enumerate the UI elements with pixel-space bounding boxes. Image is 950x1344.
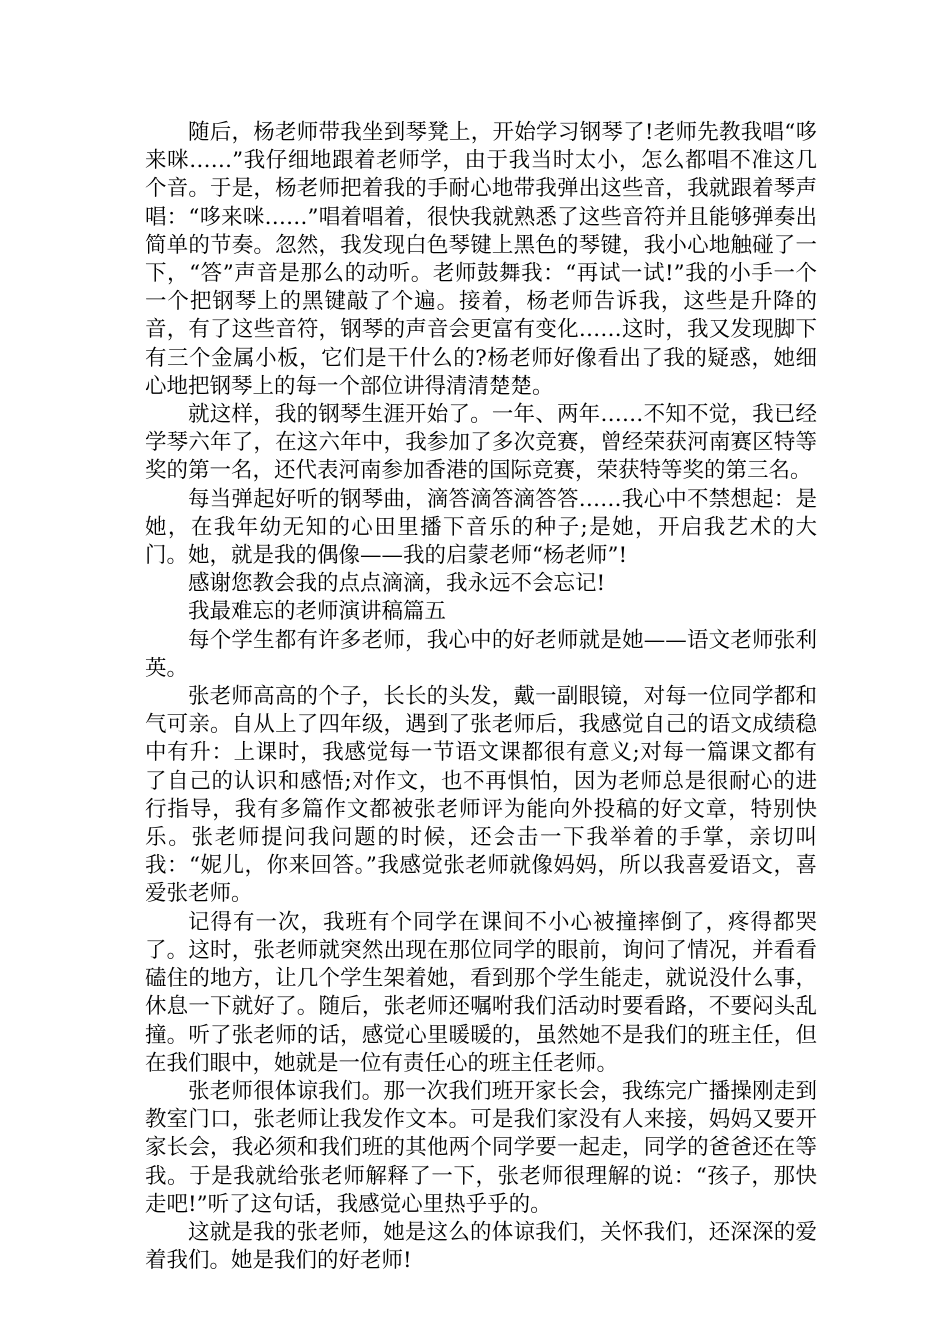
paragraph-thanks: 感谢您教会我的点点滴滴，我永远不会忘记! <box>188 571 606 597</box>
paragraph-idol-teacher: 每当弹起好听的钢琴曲，滴答滴答滴答答……我心中不禁想起：是她，在我年幼无知的心田里播下音乐的种子;是她，开启我艺术的大门。她，就是我的偶像——我的启蒙老师“杨老师”! <box>145 486 817 569</box>
section-heading: 我最难忘的老师演讲稿篇五 <box>188 599 447 625</box>
paragraph-good-teacher: 每个学生都有许多老师，我心中的好老师就是她——语文老师张利英。 <box>145 627 817 681</box>
paragraph-teacher-description: 张老师高高的个子，长长的头发，戴一副眼镜，对每一位同学都和气可亲。自从上了四年级，遇到了张老师后，我感觉自己的语文成绩稳中有升：上课时，我感觉每一节语文课都很有意义;对每一篇课文都有了自己的认识和感悟;对作文，也不再惧怕，因为老师总是很耐心的进行指导，我有多篇作文都被张老师评为能向外投稿的好文章，特别快乐。张老师提问我问题的时候，还会击一下我举着的手掌，亲切叫我：“妮儿，你来回答。”我感觉张老师就像妈妈，所以我喜爱语文，喜爱张老师。 <box>145 684 817 907</box>
paragraph-piano-lesson: 随后，杨老师带我坐到琴凳上，开始学习钢琴了!老师先教我唱“哆来咪……”我仔细地跟着老师学，由于我当时太小，怎么都唱不准这几个音。于是，杨老师把着我的手耐心地带我弹出这些音，我就跟着琴声唱：“哆来咪……”唱着唱着，很快我就熟悉了这些音符并且能够弹奏出简单的节奏。忽然，我发现白色琴键上黑色的琴键，我小心地触碰了一下，“答”声音是那么的动听。老师鼓舞我：“再试一试!”我的小手一个一个把钢琴上的黑键敲了个遍。接着，杨老师告诉我，这些是升降的音，有了这些音符，钢琴的声音会更富有变化……这时，我又发现脚下有三个金属小板，它们是干什么的?杨老师好像看出了我的疑惑，她细心地把钢琴上的每一个部位讲得清清楚楚。 <box>145 120 817 399</box>
paragraph-conclusion: 这就是我的张老师，她是这么的体谅我们，关怀我们，还深深的爱着我们。她是我们的好老师! <box>145 1219 817 1274</box>
paragraph-parent-meeting: 张老师很体谅我们。那一次我们班开家长会，我练完广播操刚走到教室门口，张老师让我发作文本。可是我们家没有人来接，妈妈又要开家长会，我必须和我们班的其他两个同学要一起走，同学的爸爸还在等我。于是我就给张老师解释了一下，张老师很理解的说：“孩子，那快走吧!”听了这句话，我感觉心里热乎乎的。 <box>145 1078 817 1217</box>
paragraph-piano-career: 就这样，我的钢琴生涯开始了。一年、两年……不知不觉，我已经学琴六年了，在这六年中，我参加了多次竞赛，曾经荣获河南赛区特等奖的第一名，还代表河南参加香港的国际竞赛，荣获特等奖的第三名。 <box>145 402 817 484</box>
paragraph-classmate-fall: 记得有一次，我班有个同学在课间不小心被撞摔倒了，疼得都哭了。这时，张老师就突然出现在那位同学的眼前，询问了情况，并看看磕住的地方，让几个学生架着她，看到那个学生能走，就说没什么事，休息一下就好了。随后，张老师还嘱咐我们活动时要看路，不要闷头乱撞。听了张老师的话，感觉心里暖暖的，虽然她不是我们的班主任，但在我们眼中，她就是一位有责任心的班主任老师。 <box>145 909 817 1076</box>
document-body <box>145 119 817 1275</box>
